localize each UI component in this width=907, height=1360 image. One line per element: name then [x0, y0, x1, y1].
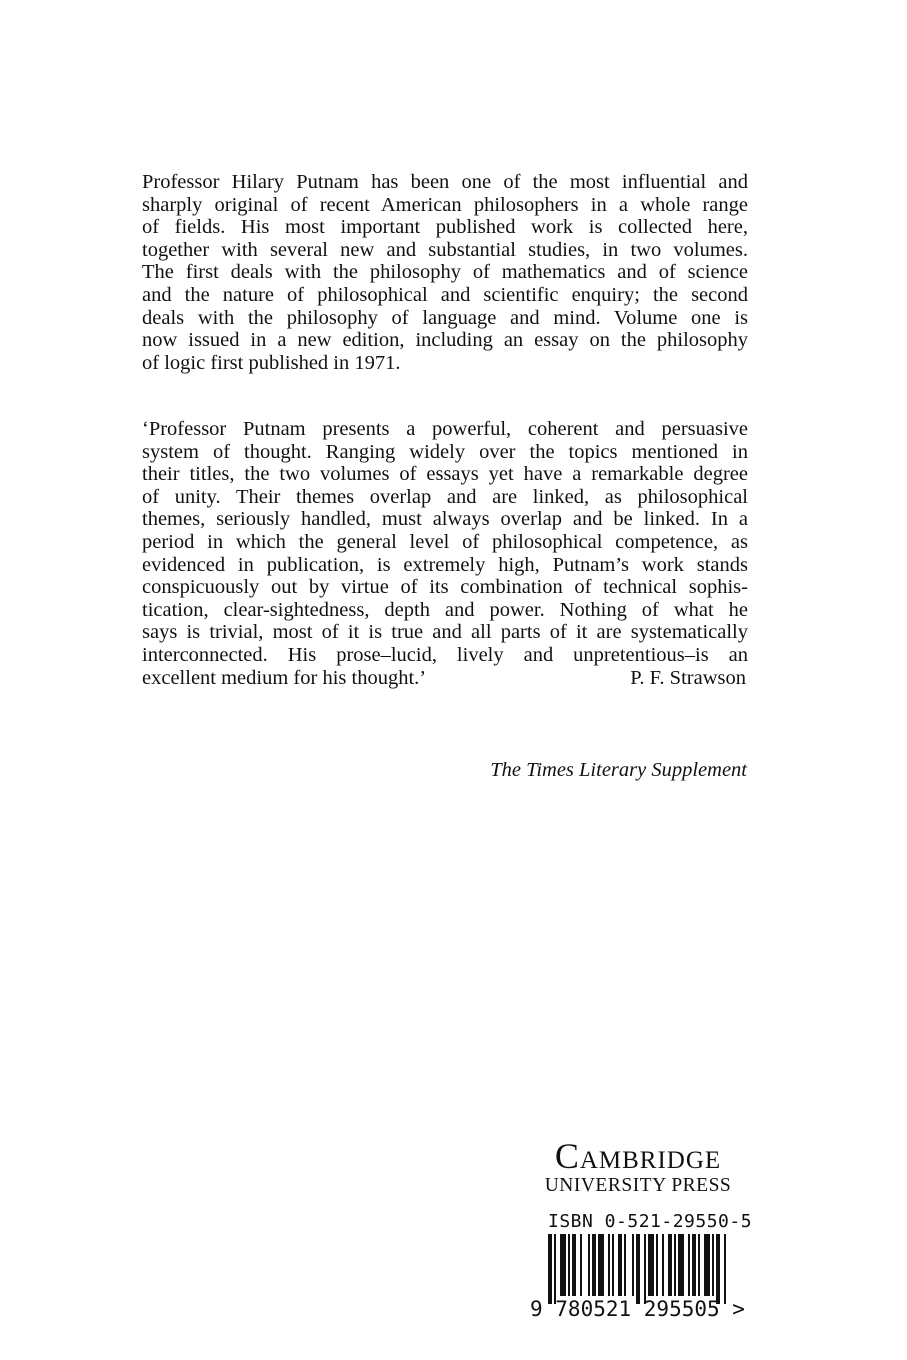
barcode-bar: [636, 1234, 640, 1304]
text-line: evidenced in publication, is extremely high, Putnam’s work stands: [142, 553, 748, 576]
barcode-bar: [668, 1234, 672, 1296]
barcode-bar: [662, 1234, 664, 1296]
barcode-bar: [624, 1234, 626, 1296]
barcode-bar: [644, 1234, 646, 1304]
barcode-bar: [688, 1234, 690, 1296]
barcode-bar: [618, 1234, 622, 1296]
review-quote: [142, 418, 748, 689]
barcode-bar: [560, 1234, 566, 1296]
text-line: together with several new and substantial studies, in two volumes.: [142, 238, 748, 261]
text-line: themes, seriously handled, must always overlap and be linked. In a: [142, 508, 748, 531]
review-source: The Times Literary Supplement: [490, 759, 747, 781]
ean-digits: 9 780521 295505 >: [530, 1297, 745, 1321]
text-line: their titles, the two volumes of essays yet have a remarkable degree: [142, 463, 748, 486]
review-author: P. F. Strawson: [630, 666, 746, 689]
text-line: of unity. Their themes overlap and are linked, as philosophical: [142, 485, 748, 508]
barcode-bar: [588, 1234, 590, 1296]
quote-last-line: [142, 667, 748, 690]
barcode-bar: [704, 1234, 710, 1296]
text-line: now issued in a new edition, including an essay on the philosophy: [142, 329, 748, 352]
text-line: and the nature of philosophical and scientific enquiry; the second: [142, 283, 748, 306]
barcode-bar: [692, 1234, 696, 1296]
barcode-bar: [674, 1234, 676, 1296]
barcode-bar: [598, 1234, 604, 1296]
barcode-bar: [608, 1234, 610, 1296]
text-line: of fields. His most important published work is collected here,: [142, 216, 748, 239]
barcode-bar: [632, 1234, 634, 1296]
isbn-label: ISBN 0-521-29550-5: [548, 1211, 753, 1232]
text-line: period in which the general level of philosophical competence, as: [142, 530, 748, 553]
barcode-bar: [724, 1234, 726, 1304]
text-line: tication, clear-sightedness, depth and power. Nothing of what he: [142, 598, 748, 621]
text-line: excellent medium for his thought.’: [142, 666, 427, 689]
text-line: conspicuously out by virtue of its combination of technical sophis-: [142, 576, 748, 599]
text-line: system of thought. Ranging widely over the topics mentioned in: [142, 440, 748, 463]
barcode-bar: [712, 1234, 714, 1296]
barcode-bar: [592, 1234, 596, 1296]
description-paragraph: [142, 171, 748, 374]
text-line: interconnected. His prose–lucid, lively and unpretentious–is an: [142, 643, 748, 666]
barcode-icon: [548, 1234, 728, 1304]
barcode-bar: [554, 1234, 556, 1304]
text-line: deals with the philosophy of language and mind. Volume one is: [142, 306, 748, 329]
barcode-bar: [548, 1234, 552, 1304]
publisher-logo: [524, 1138, 752, 1198]
barcode-bar: [568, 1234, 570, 1296]
text-line: of logic first published in 1971.: [142, 351, 401, 374]
text-line: sharply original of recent American philosophers in a whole range: [142, 193, 748, 216]
barcode-bar: [716, 1234, 720, 1304]
text-line: says is trivial, most of it is true and all parts of it are systematically: [142, 621, 748, 644]
barcode-bar: [612, 1234, 614, 1296]
barcode-bar: [656, 1234, 658, 1296]
barcode-bar: [572, 1234, 576, 1296]
barcode-bar: [678, 1234, 684, 1296]
text-line: ‘Professor Putnam presents a powerful, coherent and persuasive: [142, 418, 748, 440]
publisher-name: Cambridge: [554, 1136, 722, 1176]
barcode-bar: [648, 1234, 654, 1296]
publisher-subtitle: UNIVERSITY PRESS: [544, 1175, 732, 1196]
text-line: The first deals with the philosophy of mathematics and of science: [142, 261, 748, 284]
barcode-bar: [698, 1234, 700, 1296]
barcode-bar: [580, 1234, 582, 1296]
text-line: Professor Hilary Putnam has been one of the most influential and: [142, 171, 748, 193]
